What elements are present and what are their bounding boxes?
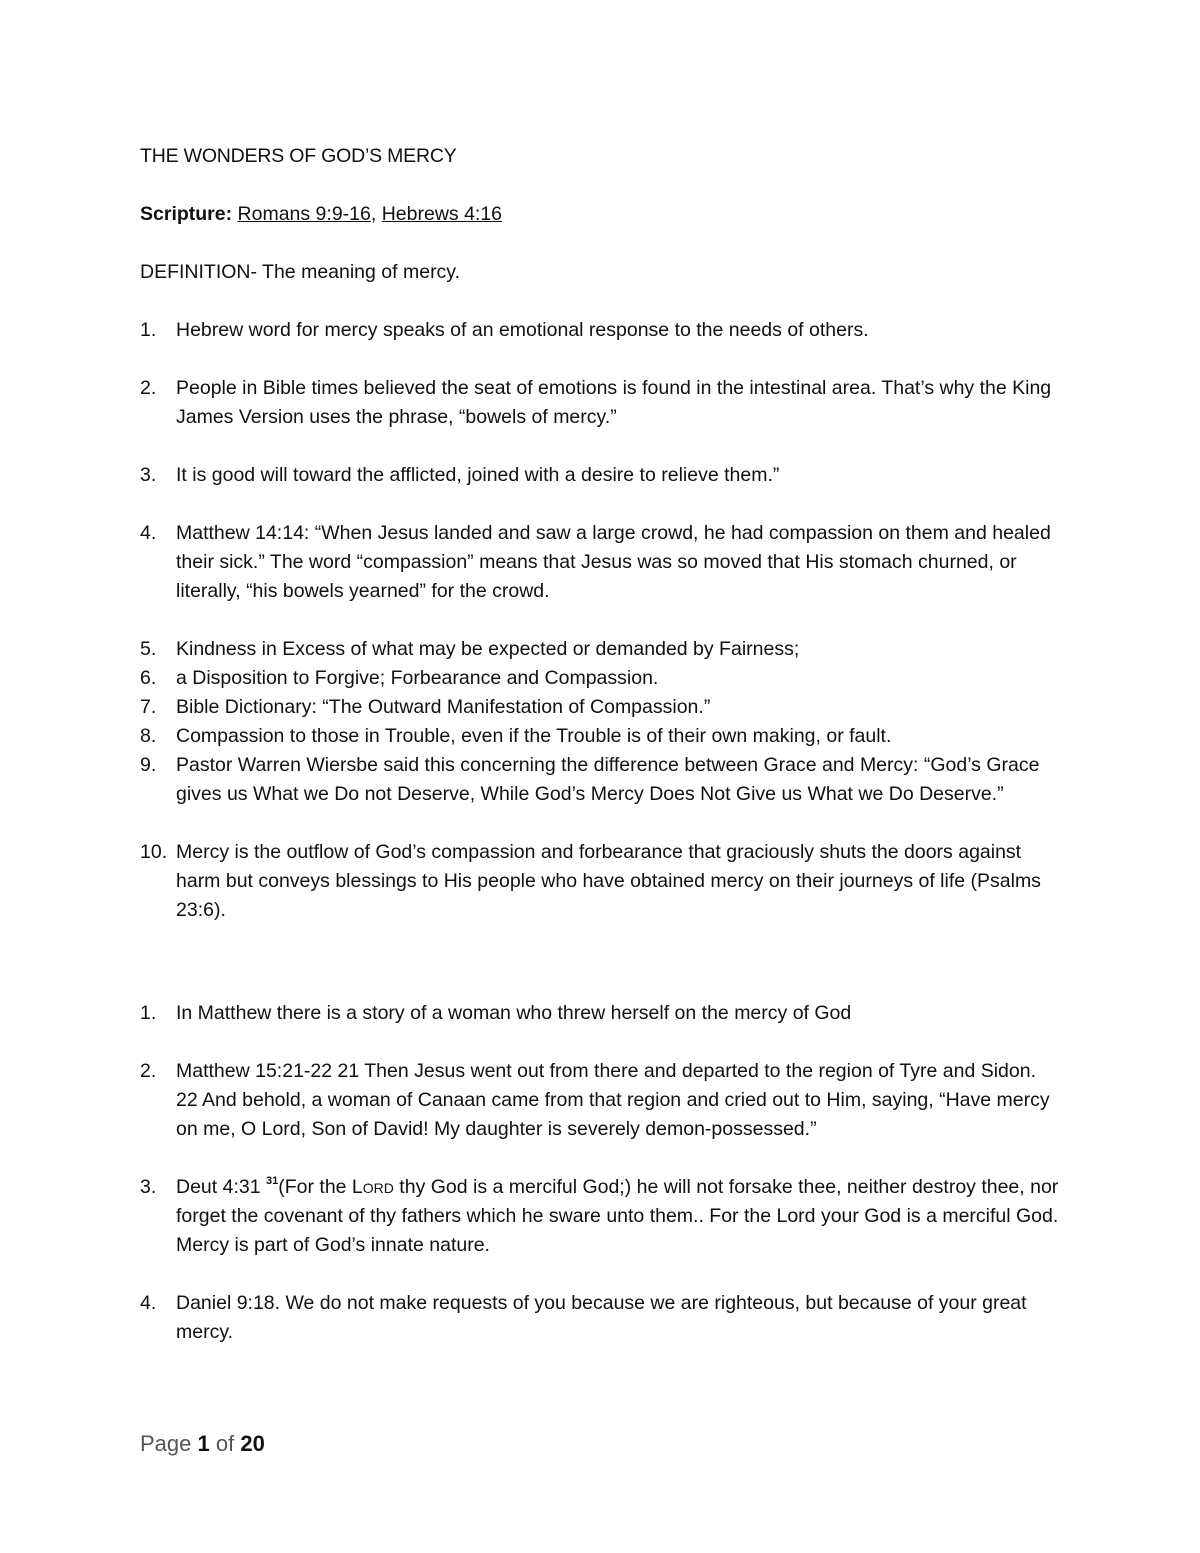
list-item-text: Bible Dictionary: “The Outward Manifestation of Compassion.” — [176, 696, 711, 718]
list-number: 3. — [140, 1176, 157, 1198]
scripture-separator: , — [370, 203, 382, 225]
verse-reference: Deut 4:31 — [176, 1176, 266, 1198]
list-number: 10. — [140, 841, 168, 863]
list-item-text: Hebrew word for mercy speaks of an emotional response to the needs of others. — [176, 319, 869, 341]
list-number: 3. — [140, 464, 157, 486]
list-item — [140, 751, 1060, 809]
list-item — [140, 999, 1060, 1028]
list-item-text: People in Bible times believed the seat of emotions is found in the intestinal area. That’s why the King James Version uses the phrase, “bowels of mercy.” — [176, 377, 1052, 428]
list-number: 1. — [140, 1002, 157, 1024]
document-body — [140, 142, 1060, 1347]
page-word: Page — [140, 1431, 198, 1456]
list-item-text — [176, 1176, 1058, 1256]
list-item — [140, 693, 1060, 722]
list-item-text: In Matthew there is a story of a woman who threw herself on the mercy of God — [176, 1002, 852, 1024]
list-number: 2. — [140, 377, 157, 399]
total-page-count: 20 — [240, 1431, 265, 1456]
list-item-text: Pastor Warren Wiersbe said this concerning the difference between Grace and Mercy: “God’s Grace gives us What we Do not Deserve, While God’s Mercy Does Not Give us What we Do Deserve.” — [176, 754, 1040, 805]
list-number: 9. — [140, 754, 157, 776]
list-item-text: Mercy is the outflow of God’s compassion and forbearance that graciously shuts the doors against harm but conveys blessings to His people who have obtained mercy on their journeys of life (Psalms 23:6). — [176, 841, 1041, 921]
list-item — [140, 316, 1060, 345]
list-item — [140, 1173, 1060, 1260]
verse-text-start: (For the — [278, 1176, 352, 1198]
list-item-text: Kindness in Excess of what may be expected or demanded by Fairness; — [176, 638, 800, 660]
definition-heading: DEFINITION- The meaning of mercy. — [140, 261, 461, 283]
lord-smallcaps: Lord — [351, 1176, 394, 1198]
scripture-label: Scripture: — [140, 203, 233, 225]
list-item — [140, 1057, 1060, 1144]
list-number: 4. — [140, 522, 157, 544]
definition-list — [140, 316, 1060, 925]
scripture-line — [140, 200, 1060, 229]
scripture-link-romans[interactable]: Romans 9:9-16 — [237, 203, 371, 225]
current-page-number: 1 — [197, 1431, 210, 1456]
list-item — [140, 461, 1060, 490]
page-footer — [140, 1431, 265, 1457]
list-item — [140, 838, 1060, 925]
list-item — [140, 635, 1060, 664]
list-item-text: a Disposition to Forgive; Forbearance and Compassion. — [176, 667, 659, 689]
scripture-link-hebrews[interactable]: Hebrews 4:16 — [381, 203, 503, 225]
verse-number: 31 — [265, 1174, 279, 1187]
list-number: 6. — [140, 667, 157, 689]
list-item-text: Compassion to those in Trouble, even if the Trouble is of their own making, or fault. — [176, 725, 892, 747]
list-item-text: Daniel 9:18. We do not make requests of you because we are righteous, but because of your great mercy. — [176, 1292, 1027, 1343]
list-item — [140, 722, 1060, 751]
list-item-text: Matthew 14:14: “When Jesus landed and saw a large crowd, he had compassion on them and healed their sick.” The word “compassion” means that Jesus was so moved that His stomach churned, or literally, “his bowels yearned” for the crowd. — [176, 522, 1051, 602]
list-number: 8. — [140, 725, 157, 747]
list-number: 1. — [140, 319, 157, 341]
list-number: 4. — [140, 1292, 157, 1314]
list-item-text: It is good will toward the afflicted, joined with a desire to relieve them.” — [176, 464, 780, 486]
list-number: 2. — [140, 1060, 157, 1082]
document-title: THE WONDERS OF GOD’S MERCY — [140, 145, 457, 167]
scripture-list — [140, 999, 1060, 1347]
of-word: of — [209, 1431, 241, 1456]
verse-text-rest: thy God is a merciful God;) he will not forsake thee, neither destroy thee, nor forget the covenant of thy fathers which he sware unto them.. For the Lord your God is a merciful God. Mercy is part of God’s innate nature. — [176, 1176, 1059, 1256]
list-number: 5. — [140, 638, 157, 660]
list-item — [140, 1289, 1060, 1347]
list-item — [140, 664, 1060, 693]
list-number: 7. — [140, 696, 157, 718]
list-item — [140, 519, 1060, 606]
section-spacer — [140, 925, 1060, 999]
list-item-text: Matthew 15:21-22 21 Then Jesus went out from there and departed to the region of Tyre and Sidon. 22 And behold, a woman of Canaan came from that region and cried out to Him, saying, “Have mercy on me, O Lord, Son of David! My daughter is severely demon-possessed.” — [176, 1060, 1050, 1140]
list-item — [140, 374, 1060, 432]
